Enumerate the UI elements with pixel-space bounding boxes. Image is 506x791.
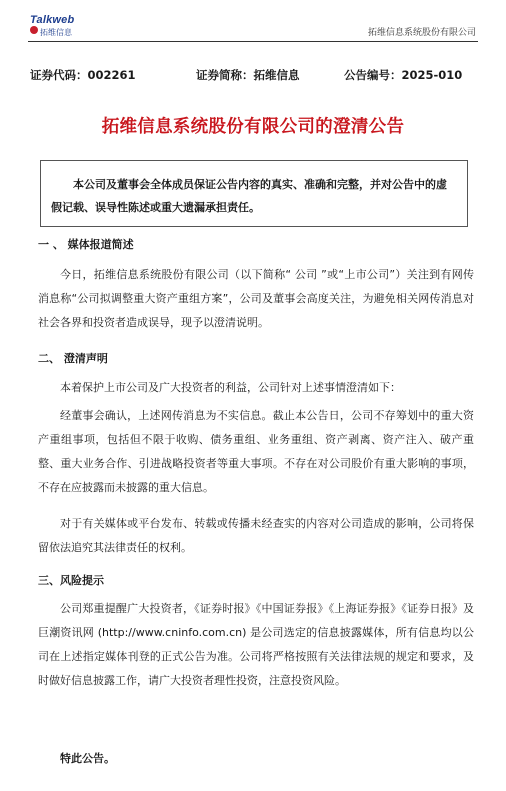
page-title: 拓维信息系统股份有限公司的澄清公告 [101, 117, 405, 137]
section-2-title: 二、 澄清声明 [38, 352, 108, 365]
page-header [28, 12, 478, 42]
stock-abbreviation: 证券简称：拓维信息 [196, 68, 300, 82]
notice-text: 本公司及董事会全体成员保证公告内容的真实、准确和完整，并对公告中的虚假记载、误导性陈述或重大遗漏承担责任。 [51, 178, 447, 214]
section-3-title: 三、风险提示 [38, 574, 104, 587]
section-2-paragraph-3: 对于有关媒体或平台发布、转载或传播未经查实的内容对公司造成的影响，公司将保留依法追究其法律责任的权利。 [38, 517, 474, 554]
section-2-paragraph-1: 本着保护上市公司及广大投资者的利益，公司针对上述事情澄清如下： [60, 381, 401, 394]
header-company-name: 拓维信息系统股份有限公司 [367, 28, 476, 38]
announcement-meta [0, 67, 506, 83]
logo-text: Talkweb [30, 14, 75, 26]
company-logo [30, 14, 120, 40]
announcement-number: 公告编号：2025-010 [344, 68, 463, 82]
notice-box [40, 160, 468, 227]
logo-subtext: 拓维信息 [40, 28, 72, 37]
section-2-paragraph-2: 经董事会确认，上述网传消息为不实信息。截止本公告日，公司不存筹划中的重大资产重组事项，包括但不限于收购、债务重组、业务重组、资产剥离、资产注入、破产重整、重大业务合作、引进战略投资者等重大事项。不存在对公司股价有重大影响的事项，不存在应披露而未披露的重大信息。 [38, 409, 474, 494]
section-1-paragraph-1: 今日，拓维信息系统股份有限公司（以下简称“ 公司 ”或“上市公司”）关注到有网传消息称“公司拟调整重大资产重组方案”，公司及董事会高度关注，为避免相关网传消息对社会各界和投资者造成误导，现予以澄清说明。 [38, 268, 474, 329]
closing-text: 特此公告。 [60, 752, 115, 765]
section-1-title: 一 、 媒体报道简述 [38, 238, 134, 251]
logo-mark-icon [30, 26, 38, 34]
section-3-paragraph-1: 公司郑重提醒广大投资者，《证券时报》《中国证券报》《上海证券报》《证券日报》及巨潮资讯网 (http://www.cninfo.com.cn) 是公司选定的信息披露媒体，所有信息均以公司在上述指定媒体刊登的正式公告为准。公司将严格按照有关法律法规的规定和要求，及时做好信息披露工作，请广大投资者理性投资，注意投资风险。 [38, 602, 474, 687]
stock-code: 证券代码：002261 [30, 68, 136, 82]
